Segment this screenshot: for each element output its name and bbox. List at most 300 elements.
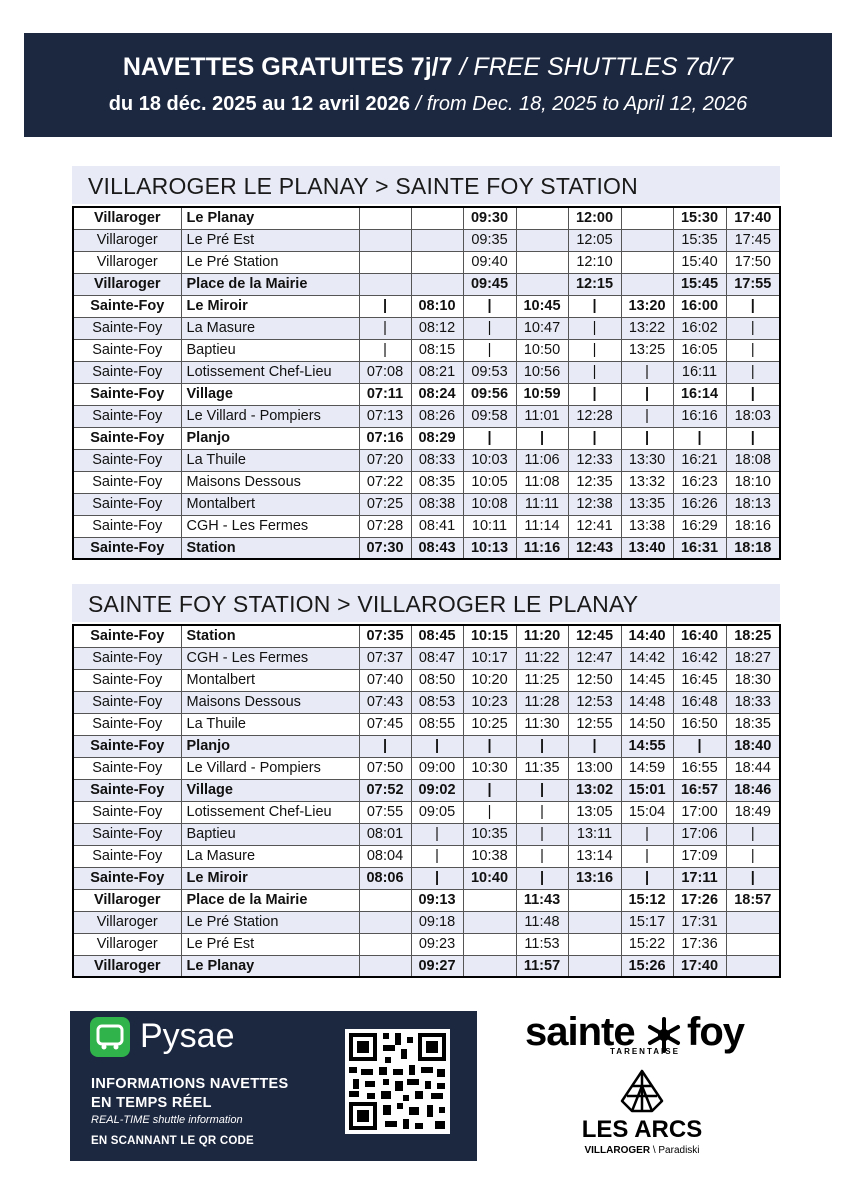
dates-separator: /	[410, 93, 427, 115]
timetable-row	[73, 735, 780, 757]
time-cell: 07:55	[359, 801, 411, 823]
pysae-line-2: EN TEMPS RÉEL	[91, 1095, 212, 1111]
time-cell: 08:45	[411, 625, 463, 647]
time-cell: |	[568, 295, 621, 317]
time-cell: 08:33	[411, 449, 463, 471]
time-cell: 18:35	[726, 713, 780, 735]
village-cell: Sainte-Foy	[73, 427, 181, 449]
time-cell: |	[726, 867, 780, 889]
time-cell: |	[621, 867, 673, 889]
time-cell: 08:38	[411, 493, 463, 515]
time-cell: |	[568, 383, 621, 405]
time-cell: 11:57	[516, 955, 568, 977]
saintefoy-word-foy: foy	[687, 1010, 744, 1054]
timetable-row	[73, 647, 780, 669]
time-cell: 12:35	[568, 471, 621, 493]
time-cell: 11:35	[516, 757, 568, 779]
time-cell: 16:21	[673, 449, 726, 471]
time-cell: 18:40	[726, 735, 780, 757]
stop-cell: Maisons Dessous	[181, 691, 359, 713]
stop-cell: Baptieu	[181, 339, 359, 361]
time-cell: 07:35	[359, 625, 411, 647]
time-cell: 15:30	[673, 207, 726, 229]
time-cell: 08:50	[411, 669, 463, 691]
stop-cell: Le Pré Est	[181, 229, 359, 251]
time-cell: 10:08	[463, 493, 516, 515]
time-cell: 10:35	[463, 823, 516, 845]
village-cell: Villaroger	[73, 207, 181, 229]
timetable-2-title: SAINTE FOY STATION > VILLAROGER LE PLANAY	[72, 584, 780, 622]
time-cell: 15:45	[673, 273, 726, 295]
time-cell: 07:37	[359, 647, 411, 669]
time-cell: 08:06	[359, 867, 411, 889]
time-cell: |	[673, 427, 726, 449]
time-cell: 17:50	[726, 251, 780, 273]
time-cell: 07:52	[359, 779, 411, 801]
stop-cell: La Masure	[181, 845, 359, 867]
time-cell	[516, 229, 568, 251]
time-cell: 18:03	[726, 405, 780, 427]
time-cell: 17:40	[673, 955, 726, 977]
village-cell: Sainte-Foy	[73, 537, 181, 559]
time-cell: 10:20	[463, 669, 516, 691]
time-cell: 09:58	[463, 405, 516, 427]
timetable-row	[73, 691, 780, 713]
time-cell: |	[516, 427, 568, 449]
time-cell: 16:23	[673, 471, 726, 493]
stop-cell: Le Planay	[181, 207, 359, 229]
time-cell: 08:01	[359, 823, 411, 845]
time-cell	[516, 207, 568, 229]
time-cell: |	[568, 339, 621, 361]
time-cell: 10:03	[463, 449, 516, 471]
time-cell	[463, 933, 516, 955]
time-cell: 17:40	[726, 207, 780, 229]
time-cell: 15:35	[673, 229, 726, 251]
time-cell: 14:55	[621, 735, 673, 757]
time-cell: |	[516, 845, 568, 867]
time-cell: |	[411, 735, 463, 757]
time-cell: |	[411, 867, 463, 889]
les-arcs-mountain-icon	[617, 1068, 667, 1114]
time-cell: 07:08	[359, 361, 411, 383]
time-cell: 18:33	[726, 691, 780, 713]
village-cell: Sainte-Foy	[73, 867, 181, 889]
village-cell: Villaroger	[73, 889, 181, 911]
stop-cell: Montalbert	[181, 669, 359, 691]
timetable-row	[73, 823, 780, 845]
time-cell: 09:27	[411, 955, 463, 977]
stop-cell: Lotissement Chef-Lieu	[181, 361, 359, 383]
time-cell	[359, 933, 411, 955]
time-cell: |	[411, 845, 463, 867]
time-cell	[568, 889, 621, 911]
time-cell: 12:10	[568, 251, 621, 273]
time-cell: 11:16	[516, 537, 568, 559]
time-cell: 07:22	[359, 471, 411, 493]
time-cell: 08:55	[411, 713, 463, 735]
time-cell: 12:41	[568, 515, 621, 537]
time-cell: 18:49	[726, 801, 780, 823]
time-cell: 18:30	[726, 669, 780, 691]
timetable-row	[73, 889, 780, 911]
time-cell: 13:32	[621, 471, 673, 493]
time-cell: 07:45	[359, 713, 411, 735]
time-cell: 08:21	[411, 361, 463, 383]
time-cell: 12:55	[568, 713, 621, 735]
village-cell: Villaroger	[73, 273, 181, 295]
dates-en: from Dec. 18, 2025 to April 12, 2026	[426, 93, 748, 115]
time-cell: 11:22	[516, 647, 568, 669]
timetable-row	[73, 427, 780, 449]
paradiski-label: \ Paradiski	[652, 1145, 700, 1156]
time-cell: 13:16	[568, 867, 621, 889]
time-cell	[359, 251, 411, 273]
timetable-row	[73, 515, 780, 537]
saintefoy-word-sainte: sainte	[525, 1010, 635, 1054]
time-cell: 13:05	[568, 801, 621, 823]
time-cell: 14:40	[621, 625, 673, 647]
pysae-brand: Pysae	[140, 1017, 235, 1055]
timetable-row	[73, 471, 780, 493]
time-cell: |	[359, 735, 411, 757]
time-cell	[621, 251, 673, 273]
village-cell: Sainte-Foy	[73, 779, 181, 801]
time-cell: 17:00	[673, 801, 726, 823]
village-cell: Sainte-Foy	[73, 757, 181, 779]
timetable-row	[73, 295, 780, 317]
time-cell: 16:48	[673, 691, 726, 713]
time-cell: |	[463, 779, 516, 801]
timetable-row	[73, 625, 780, 647]
timetable-1-title: VILLAROGER LE PLANAY > SAINTE FOY STATION	[72, 166, 780, 204]
village-cell: Sainte-Foy	[73, 295, 181, 317]
time-cell: |	[726, 845, 780, 867]
time-cell: 11:06	[516, 449, 568, 471]
time-cell: 12:05	[568, 229, 621, 251]
time-cell: 16:57	[673, 779, 726, 801]
stop-cell: Le Miroir	[181, 295, 359, 317]
stop-cell: La Thuile	[181, 713, 359, 735]
stop-cell: Le Villard - Pompiers	[181, 757, 359, 779]
timetable-row	[73, 867, 780, 889]
timetable-row	[73, 713, 780, 735]
village-cell: Sainte-Foy	[73, 405, 181, 427]
time-cell	[411, 229, 463, 251]
timetable-row	[73, 251, 780, 273]
time-cell: 16:11	[673, 361, 726, 383]
timetable-row	[73, 273, 780, 295]
time-cell: 18:08	[726, 449, 780, 471]
qr-code[interactable]	[345, 1029, 450, 1134]
time-cell: 11:28	[516, 691, 568, 713]
village-cell: Sainte-Foy	[73, 383, 181, 405]
time-cell: 18:13	[726, 493, 780, 515]
time-cell: 16:29	[673, 515, 726, 537]
time-cell: |	[568, 427, 621, 449]
stop-cell: Le Villard - Pompiers	[181, 405, 359, 427]
time-cell: |	[516, 823, 568, 845]
time-cell: 13:38	[621, 515, 673, 537]
time-cell: 08:04	[359, 845, 411, 867]
time-cell: 16:02	[673, 317, 726, 339]
stop-cell: Place de la Mairie	[181, 273, 359, 295]
stop-cell: Planjo	[181, 427, 359, 449]
time-cell: 10:15	[463, 625, 516, 647]
time-cell: 10:13	[463, 537, 516, 559]
time-cell: |	[463, 339, 516, 361]
header-dates	[24, 93, 832, 116]
time-cell: 07:13	[359, 405, 411, 427]
time-cell: 13:40	[621, 537, 673, 559]
les-arcs-subtitle	[578, 1145, 706, 1156]
time-cell: 07:20	[359, 449, 411, 471]
time-cell: 09:18	[411, 911, 463, 933]
time-cell	[726, 933, 780, 955]
village-cell: Sainte-Foy	[73, 515, 181, 537]
time-cell: 14:45	[621, 669, 673, 691]
timetable-row	[73, 801, 780, 823]
title-separator: /	[452, 53, 474, 81]
time-cell: 16:42	[673, 647, 726, 669]
time-cell: 12:43	[568, 537, 621, 559]
village-cell: Sainte-Foy	[73, 801, 181, 823]
time-cell: 14:42	[621, 647, 673, 669]
time-cell: 18:27	[726, 647, 780, 669]
stop-cell: CGH - Les Fermes	[181, 647, 359, 669]
time-cell	[568, 955, 621, 977]
time-cell: 11:48	[516, 911, 568, 933]
village-cell: Sainte-Foy	[73, 625, 181, 647]
stop-cell: Montalbert	[181, 493, 359, 515]
time-cell: 12:15	[568, 273, 621, 295]
time-cell: 08:15	[411, 339, 463, 361]
time-cell: 15:26	[621, 955, 673, 977]
time-cell: 10:59	[516, 383, 568, 405]
village-cell: Villaroger	[73, 933, 181, 955]
time-cell: |	[621, 427, 673, 449]
stop-cell: CGH - Les Fermes	[181, 515, 359, 537]
time-cell: 09:05	[411, 801, 463, 823]
time-cell: 18:46	[726, 779, 780, 801]
stop-cell: Baptieu	[181, 823, 359, 845]
time-cell: 10:17	[463, 647, 516, 669]
timetable-saintefoy-to-villaroger	[72, 624, 781, 978]
time-cell: |	[516, 801, 568, 823]
pysae-logo-icon	[90, 1017, 130, 1057]
time-cell: |	[726, 823, 780, 845]
time-cell: 17:26	[673, 889, 726, 911]
time-cell: 15:17	[621, 911, 673, 933]
time-cell: 12:53	[568, 691, 621, 713]
stop-cell: Lotissement Chef-Lieu	[181, 801, 359, 823]
time-cell: 16:26	[673, 493, 726, 515]
time-cell: 07:25	[359, 493, 411, 515]
stop-cell: Village	[181, 383, 359, 405]
time-cell: 17:09	[673, 845, 726, 867]
time-cell: 16:16	[673, 405, 726, 427]
timetable-row	[73, 207, 780, 229]
time-cell: |	[621, 405, 673, 427]
time-cell: |	[673, 735, 726, 757]
time-cell: |	[516, 779, 568, 801]
time-cell: 08:35	[411, 471, 463, 493]
time-cell: 09:02	[411, 779, 463, 801]
timetable-row	[73, 537, 780, 559]
time-cell: 11:14	[516, 515, 568, 537]
stop-cell: Le Planay	[181, 955, 359, 977]
stop-cell: La Thuile	[181, 449, 359, 471]
title-en: FREE SHUTTLES 7d/7	[473, 53, 734, 81]
time-cell: 09:30	[463, 207, 516, 229]
pysae-line-1: INFORMATIONS NAVETTES	[91, 1076, 289, 1092]
time-cell	[516, 273, 568, 295]
timetable-row	[73, 955, 780, 977]
timetable-row	[73, 317, 780, 339]
time-cell: 13:20	[621, 295, 673, 317]
stop-cell: Place de la Mairie	[181, 889, 359, 911]
stop-cell: Le Pré Station	[181, 911, 359, 933]
time-cell: |	[568, 317, 621, 339]
time-cell	[568, 911, 621, 933]
time-cell: 17:55	[726, 273, 780, 295]
villaroger-label: VILLAROGER	[584, 1145, 651, 1156]
time-cell: 13:02	[568, 779, 621, 801]
time-cell: 16:55	[673, 757, 726, 779]
time-cell: 17:06	[673, 823, 726, 845]
time-cell: 12:45	[568, 625, 621, 647]
time-cell: 10:38	[463, 845, 516, 867]
pysae-line-3: REAL-TIME shuttle information	[91, 1114, 243, 1126]
time-cell: 13:25	[621, 339, 673, 361]
village-cell: Sainte-Foy	[73, 449, 181, 471]
time-cell: 18:44	[726, 757, 780, 779]
time-cell: 10:05	[463, 471, 516, 493]
village-cell: Sainte-Foy	[73, 339, 181, 361]
timetable-row	[73, 383, 780, 405]
time-cell: |	[726, 383, 780, 405]
village-cell: Sainte-Foy	[73, 669, 181, 691]
time-cell: 13:14	[568, 845, 621, 867]
village-cell: Sainte-Foy	[73, 845, 181, 867]
time-cell: 12:38	[568, 493, 621, 515]
header-banner	[24, 33, 832, 137]
timetable-row	[73, 757, 780, 779]
time-cell: 18:10	[726, 471, 780, 493]
time-cell: 13:22	[621, 317, 673, 339]
time-cell: 09:56	[463, 383, 516, 405]
time-cell: 11:25	[516, 669, 568, 691]
time-cell: 16:00	[673, 295, 726, 317]
time-cell: 17:45	[726, 229, 780, 251]
time-cell: |	[516, 735, 568, 757]
time-cell: 18:16	[726, 515, 780, 537]
time-cell: 09:53	[463, 361, 516, 383]
time-cell: 11:30	[516, 713, 568, 735]
time-cell	[411, 251, 463, 273]
les-arcs-title: LES ARCS	[581, 1116, 703, 1143]
time-cell: 08:43	[411, 537, 463, 559]
time-cell: 09:13	[411, 889, 463, 911]
time-cell: 17:31	[673, 911, 726, 933]
time-cell: 11:11	[516, 493, 568, 515]
time-cell: 12:33	[568, 449, 621, 471]
time-cell	[516, 251, 568, 273]
time-cell	[359, 955, 411, 977]
time-cell	[568, 933, 621, 955]
timetable-row	[73, 229, 780, 251]
time-cell: 15:04	[621, 801, 673, 823]
time-cell: 09:00	[411, 757, 463, 779]
time-cell: 07:43	[359, 691, 411, 713]
village-cell: Sainte-Foy	[73, 361, 181, 383]
timetable-row	[73, 779, 780, 801]
time-cell: 13:30	[621, 449, 673, 471]
time-cell	[463, 889, 516, 911]
time-cell: |	[463, 801, 516, 823]
time-cell: 07:16	[359, 427, 411, 449]
time-cell: |	[726, 339, 780, 361]
time-cell: 11:53	[516, 933, 568, 955]
time-cell: 10:23	[463, 691, 516, 713]
village-cell: Sainte-Foy	[73, 823, 181, 845]
time-cell: 16:31	[673, 537, 726, 559]
title-fr: NAVETTES GRATUITES 7j/7	[122, 53, 453, 81]
time-cell: 14:50	[621, 713, 673, 735]
time-cell: 07:50	[359, 757, 411, 779]
time-cell: |	[359, 339, 411, 361]
time-cell: 16:50	[673, 713, 726, 735]
time-cell: 18:57	[726, 889, 780, 911]
village-cell: Villaroger	[73, 955, 181, 977]
village-cell: Villaroger	[73, 911, 181, 933]
time-cell	[359, 889, 411, 911]
time-cell	[359, 911, 411, 933]
time-cell: |	[568, 361, 621, 383]
time-cell: 07:11	[359, 383, 411, 405]
time-cell	[411, 207, 463, 229]
time-cell: 07:40	[359, 669, 411, 691]
time-cell: 15:01	[621, 779, 673, 801]
time-cell: 07:28	[359, 515, 411, 537]
time-cell: |	[726, 295, 780, 317]
time-cell: |	[621, 823, 673, 845]
time-cell: 08:12	[411, 317, 463, 339]
stop-cell: Planjo	[181, 735, 359, 757]
time-cell: 16:14	[673, 383, 726, 405]
time-cell: |	[463, 427, 516, 449]
time-cell	[621, 207, 673, 229]
time-cell: 08:24	[411, 383, 463, 405]
stop-cell: Le Pré Est	[181, 933, 359, 955]
time-cell: 17:11	[673, 867, 726, 889]
time-cell: 13:00	[568, 757, 621, 779]
time-cell: 08:26	[411, 405, 463, 427]
time-cell: |	[359, 317, 411, 339]
time-cell: 11:08	[516, 471, 568, 493]
village-cell: Sainte-Foy	[73, 735, 181, 757]
stop-cell: Village	[181, 779, 359, 801]
time-cell: 10:56	[516, 361, 568, 383]
pysae-line-4: EN SCANNANT LE QR CODE	[91, 1135, 254, 1147]
time-cell	[726, 911, 780, 933]
time-cell: 11:01	[516, 405, 568, 427]
time-cell: |	[726, 317, 780, 339]
stop-cell: La Masure	[181, 317, 359, 339]
timetable-row	[73, 493, 780, 515]
time-cell	[726, 955, 780, 977]
dates-fr: du 18 déc. 2025 au 12 avril 2026	[108, 93, 411, 115]
